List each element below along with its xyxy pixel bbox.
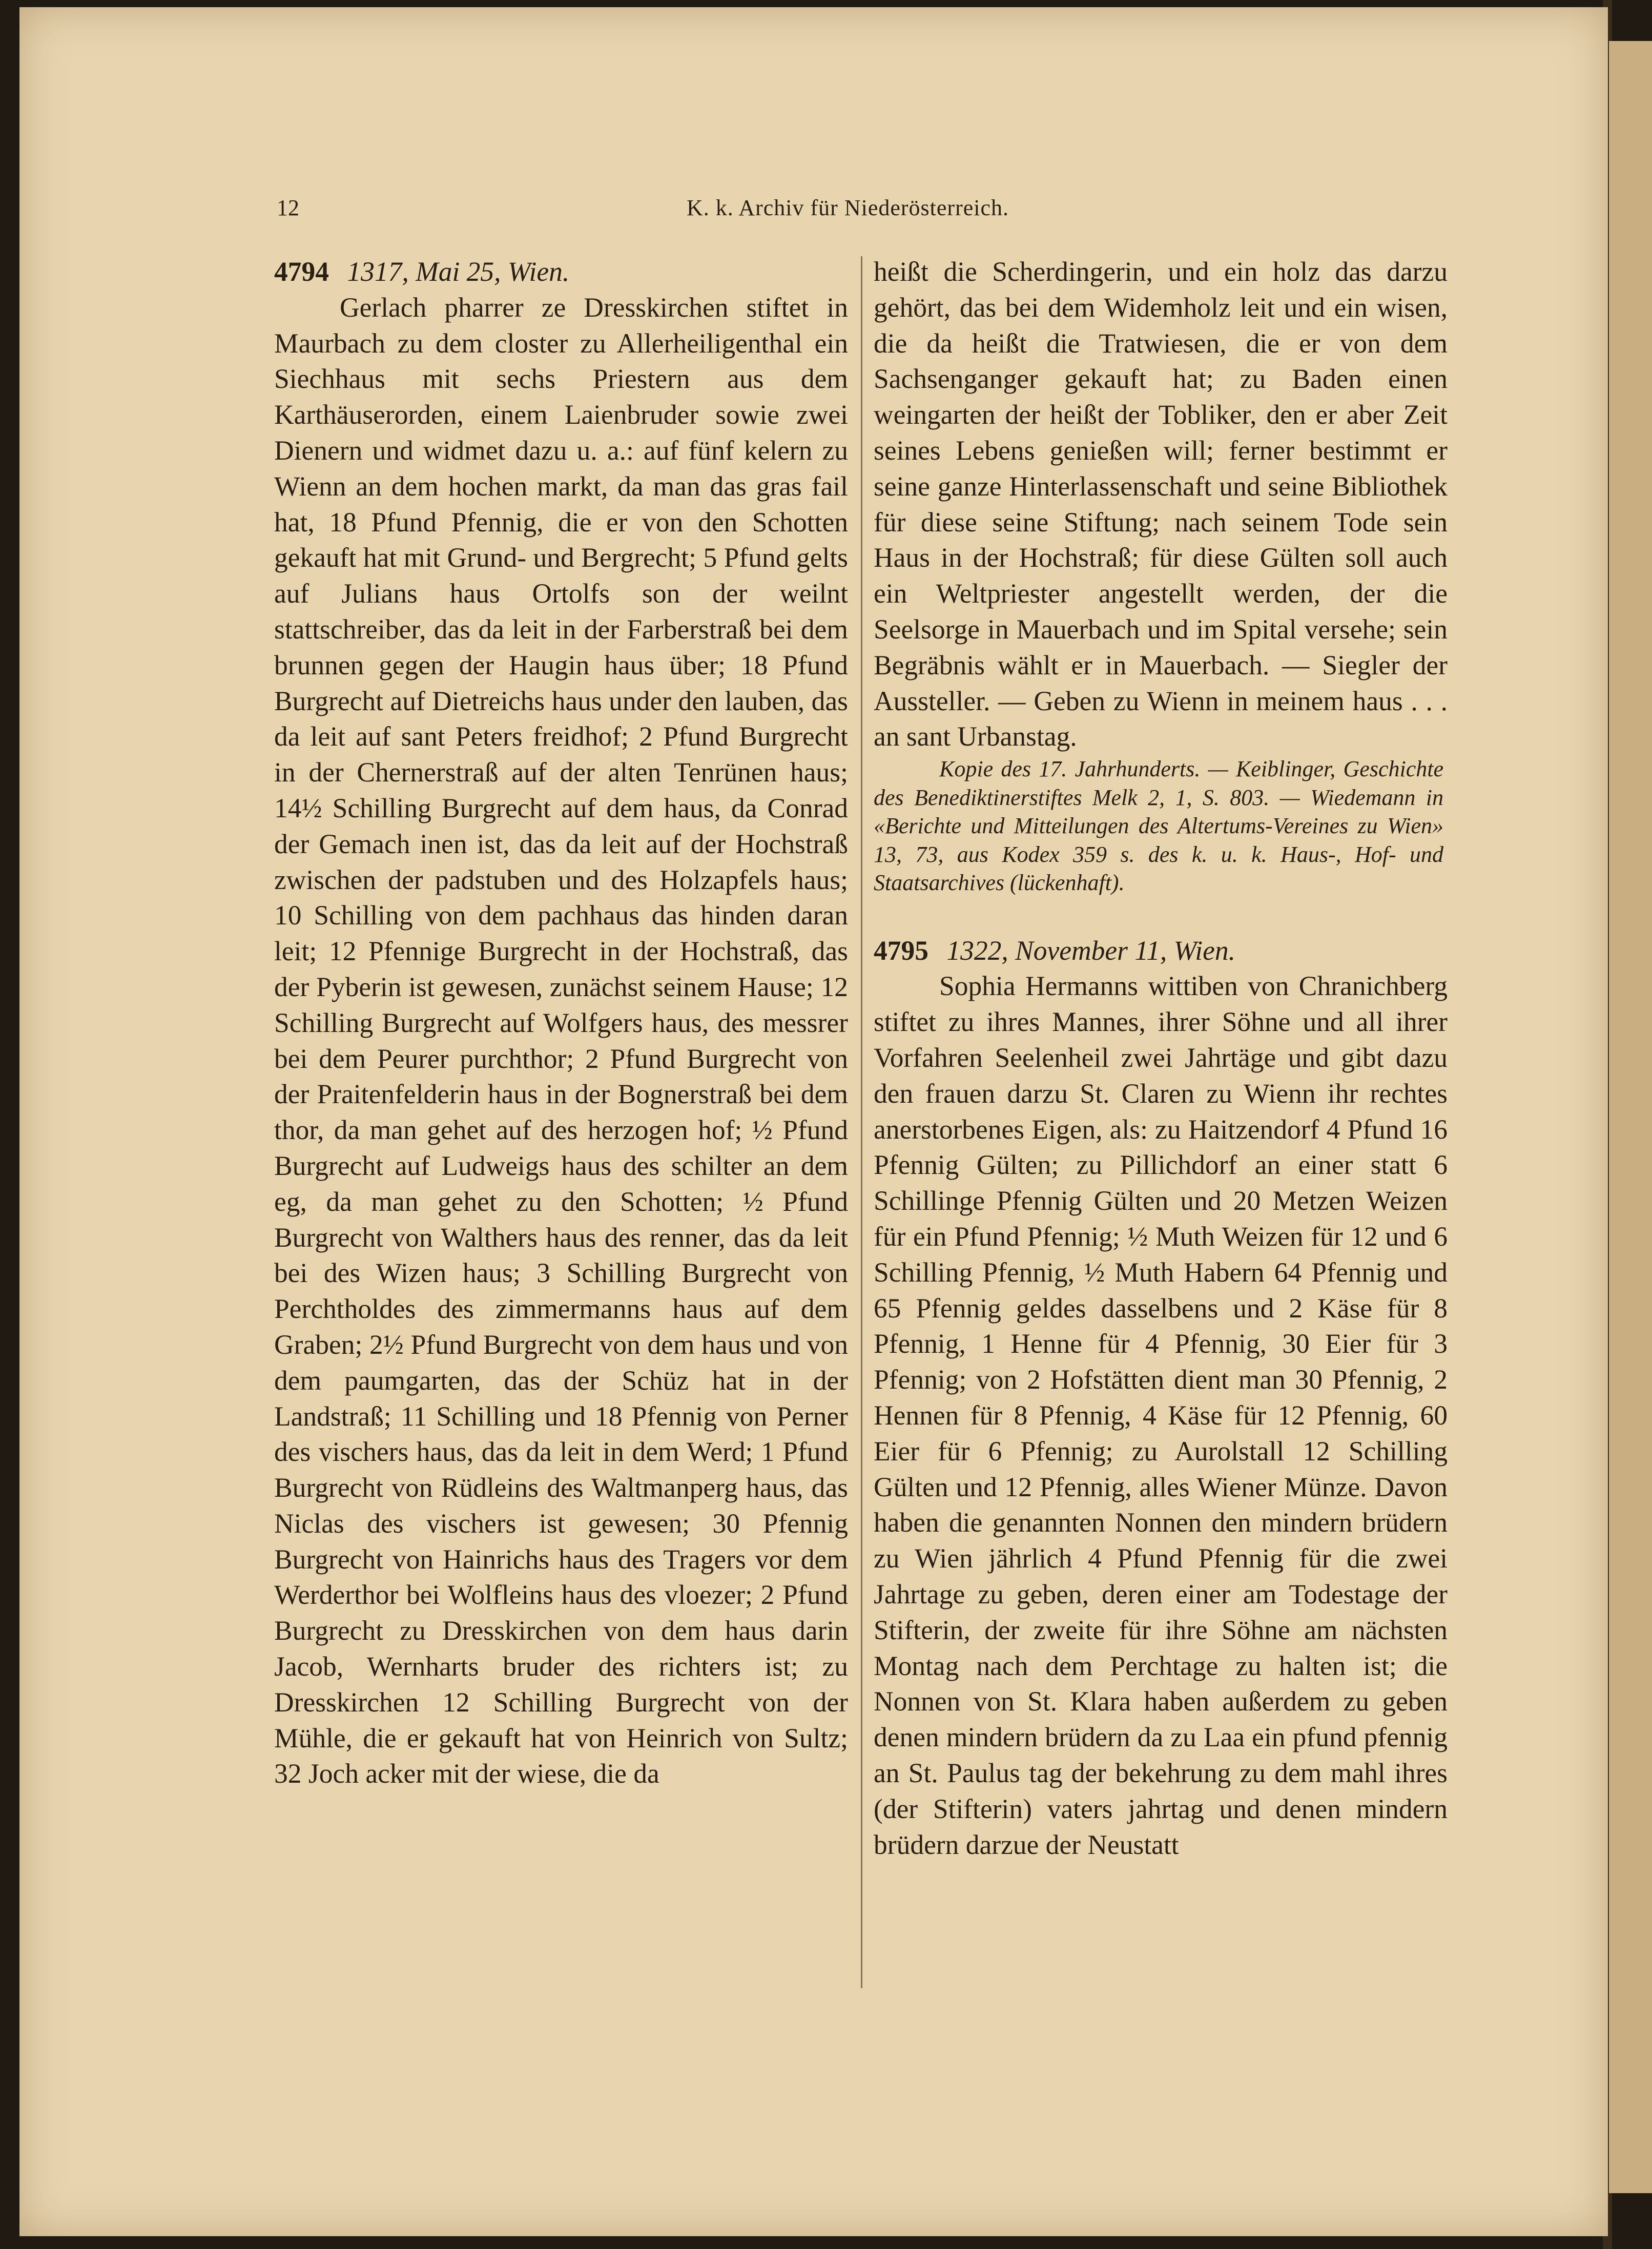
page-number: 12 bbox=[277, 195, 299, 220]
entry-number: 4795 bbox=[874, 935, 928, 966]
entry-4794-body-continued: heißt die Scherdingerin, und ein holz das darzu gehört, das bei dem Widemholz leit und ein wisen, die da heißt die Tratwiesen, die er von dem Sachsenganger gekauft hat; zu Baden einen weingarten der heißt der Tobliker, den er aber Zeit seines Lebens genießen will; ferner bestimmt er seine ganze Hinterlassenschaft und seine Bibliothek für diese seine Stiftung; nach seinem Tode sein Haus in der Hochstraß; für diese Gülten soll auch ein Weltpriester angestellt werden, der die Seelsorge in Mauerbach und im Spital versehe; sein Begräbnis wählt er in Mauerbach. — Siegler der Aussteller. — Geben zu Wienn in meinem haus . . . an sant Urbanstag. bbox=[874, 256, 1448, 752]
right-column bbox=[874, 254, 1448, 1863]
column-divider bbox=[861, 256, 862, 1988]
entry-4794-citation: Kopie des 17. Jahrhunderts. — Keiblinger, Geschichte des Benediktinerstiftes Melk 2, 1, S. 803. — Wiedemann in «Berichte und Mitteilungen des Altertums-Vereines zu Wien» 13, 73, aus Kodex 359 s. des k. u. k. Haus-, Hof- und Staatsarchives (lückenhaft). bbox=[874, 756, 1443, 896]
entry-4794-body: Gerlach pharrer ze Dresskirchen stiftet in Maurbach zu dem closter zu Allerheiligenthal ein Siechhaus mit sechs Priestern aus dem Karthäuserorden, einem Laienbruder sowie zwei Dienern und widmet dazu u. a.: auf fünf kelern zu Wienn an dem hochen markt, da man das gras fail hat, 18 Pfund Pfennig, die er von den Schotten gekauft hat mit Grund- und Bergrecht; 5 Pfund gelts auf Julians haus Ortolfs son der weilnt stattschreiber, das da leit in der Farberstraß bei dem brunnen gegen der Haugin haus über; 18 Pfund Burgrecht auf Dietreichs haus under den lauben, das da leit auf sant Peters freidhof; 2 Pfund Burgrecht in der Chernerstraß auf der alten Tenrünen haus; 14½ Schilling Burgrecht auf dem haus, da Conrad der Gemach inen ist, das da leit auf der Hochstraß zwischen der padstuben und des Holzapfels haus; 10 Schilling von dem pachhaus das hinden daran leit; 12 Pfennige Burgrecht in der Hochstraß, das der Pyberin ist gewesen, zunächst seinem Hause; 12 Schilling Burgrecht auf Wolfgers haus, des messrer bei dem Peurer purchthor; 2 Pfund Burgrecht von der Praitenfelderin haus in der Bognerstraß bei dem thor, da man gehet auf des herzogen hof; ½ Pfund Burgrecht auf Ludweigs haus des schilter an dem eg, da man gehet zu den Schotten; ½ Pfund Burgrecht von Walthers haus des renner, das da leit bei des Wizen haus; 3 Schilling Burgrecht von Perchtholdes des zimmermanns haus auf dem Graben; 2½ Pfund Burgrecht von dem haus und von dem paumgarten, das der Schüz hat in der Landstraß; 11 Schilling und 18 Pfennig von Perner des vischers haus, das da leit in dem Werd; 1 Pfund Burgrecht von Rüdleins des Waltmanperg haus, das Niclas des vischers ist gewesen; 30 Pfennig Burgrecht von Hainrichs haus des Tragers vor dem Werderthor bei Wolfleins haus des vloezer; 2 Pfund Burgrecht zu Dresskirchen von dem haus darin Jacob, Wernharts bruder des richters ist; zu Dresskirchen 12 Schilling Burgrecht von der Mühle, die er gekauft hat von Heinrich von Sultz; 32 Joch acker mit der wiese, die da bbox=[274, 292, 848, 1789]
entry-date: 1317, Mai 25, Wien. bbox=[347, 256, 570, 287]
running-title: K. k. Archiv für Niederösterreich. bbox=[687, 195, 1009, 220]
page-header bbox=[277, 195, 1455, 225]
adjacent-page-edge bbox=[1609, 41, 1652, 2193]
entry-4795-heading bbox=[874, 933, 1448, 969]
entry-date: 1322, November 11, Wien. bbox=[946, 935, 1236, 966]
entry-4794-heading bbox=[274, 254, 848, 290]
entry-number: 4794 bbox=[274, 256, 329, 287]
entry-4795-body: Sophia Hermanns wittiben von Chranichberg stiftet zu ihres Mannes, ihrer Söhne und all ihrer Vorfahren Seelenheil zwei Jahrtäge und gibt dazu den frauen darzu St. Claren zu Wienn ihr rechtes anerstorbenes Eigen, als: zu Haitzendorf 4 Pfund 16 Pfennig Gülten; zu Pillichdorf an einer statt 6 Schillinge Pfennig Gülten und 20 Metzen Weizen für ein Pfund Pfennig; ½ Muth Weizen für 12 und 6 Schilling Pfennig, ½ Muth Habern 64 Pfennig und 65 Pfennig geldes dasselbens und 2 Käse für 8 Pfennig, 1 Henne für 4 Pfennig, 30 Eier für 3 Pfennig; von 2 Hofstätten dient man 30 Pfennig, 2 Hennen für 8 Pfennig, 4 Käse für 12 Pfennig, 60 Eier für 6 Pfennig; zu Aurolstall 12 Schilling Gülten und 12 Pfennig, alles Wiener Münze. Davon haben die genannten Nonnen den mindern brüdern zu Wien jährlich 4 Pfund Pfennig für die zwei Jahrtage zu geben, deren einer am Todestage der Stifterin, der zweite für ihre Söhne am nächsten Montag nach dem Perchtage zu halten ist; die Nonnen von St. Klara haben außerdem zu geben denen mindern brüdern da zu Laa ein pfund pfennig an St. Paulus tag der bekehrung zu dem mahl ihres (der Stifterin) vaters jahrtag und denen mindern brüdern darzue der Neustatt bbox=[874, 971, 1448, 1860]
left-column bbox=[274, 254, 848, 1792]
